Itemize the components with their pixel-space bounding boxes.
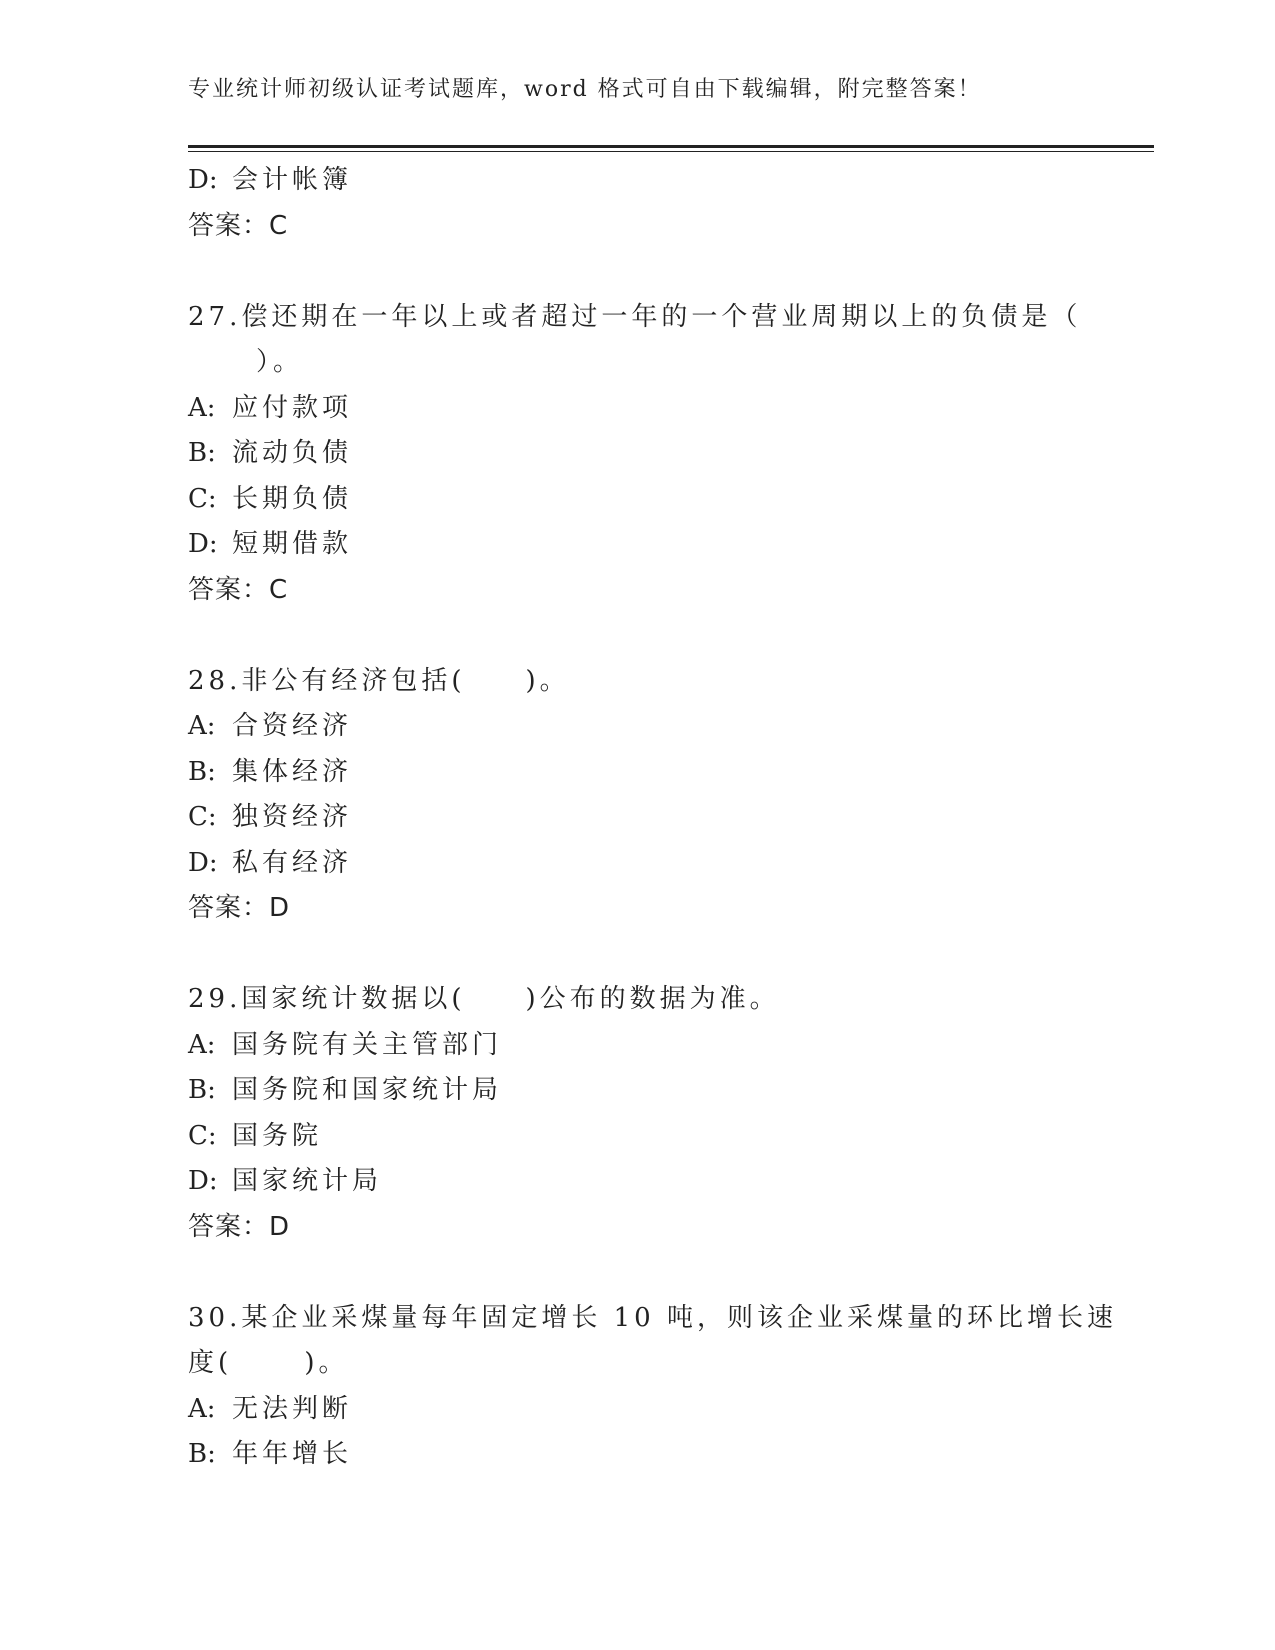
option-row (188, 750, 1088, 796)
option-text: 短期借款 (232, 529, 353, 559)
header-rule-thin (188, 151, 1154, 152)
option-letter: A: (188, 1029, 216, 1060)
option-letter: C: (188, 1120, 217, 1151)
option-row (188, 1159, 1088, 1205)
option-text: 集体经济 (232, 756, 353, 787)
option-row (188, 795, 1088, 841)
question-stem: 29.国家统计数据以( )公布的数据为准。 (188, 984, 780, 1014)
option-row (188, 1023, 1088, 1069)
option-row (188, 386, 1088, 432)
option-text: 国务院有关主管部门 (232, 1029, 503, 1060)
option-text: 会计帐簿 (232, 165, 353, 195)
option-letter: C: (188, 802, 217, 832)
answer-line: 答案：C (188, 210, 289, 241)
option-letter: B: (188, 756, 216, 787)
question-stem: 27.偿还期在一年以上或者超过一年的一个营业周期以上的负债是（ (188, 301, 1082, 332)
question-stem: 28.非公有经济包括( )。 (188, 665, 570, 696)
header-rule-thick (188, 145, 1154, 148)
option-row (188, 522, 1088, 568)
question-stem: 30.某企业采煤量每年固定增长 10 吨，则该企业采煤量的环比增长速 (188, 1302, 1117, 1333)
option-text: 独资经济 (232, 802, 353, 832)
option-text: 年年增长 (232, 1439, 353, 1469)
option-text: 国家统计局 (232, 1166, 383, 1196)
question-stem-continued: 度( )。 (188, 1348, 349, 1378)
option-row (188, 1432, 1088, 1478)
option-row (188, 704, 1088, 750)
option-letter: A: (188, 392, 216, 423)
option-text: 流动负债 (232, 438, 353, 468)
option-text: 国务院和国家统计局 (232, 1075, 503, 1105)
option-row (188, 158, 1088, 204)
question-stem-continued: ）。 (256, 347, 304, 377)
option-letter: D: (188, 847, 218, 878)
option-row (188, 477, 1088, 523)
option-row (188, 431, 1088, 477)
option-letter: D: (188, 165, 218, 195)
option-text: 合资经济 (232, 711, 353, 741)
question-content (188, 158, 1117, 1478)
option-letter: D: (188, 529, 218, 559)
option-row (188, 841, 1088, 887)
option-row (188, 1114, 1088, 1160)
option-text: 私有经济 (232, 847, 353, 878)
page-header: 专业统计师初级认证考试题库，word 格式可自由下载编辑，附完整答案！ (188, 77, 982, 102)
option-letter: A: (188, 711, 216, 741)
option-row (188, 1387, 1088, 1433)
option-text: 无法判断 (232, 1393, 353, 1424)
option-text: 应付款项 (232, 392, 353, 423)
option-row (188, 1068, 1088, 1114)
answer-line: 答案：C (188, 574, 289, 605)
option-letter: A: (188, 1393, 216, 1424)
answer-line: 答案：D (188, 1211, 291, 1242)
option-letter: C: (188, 483, 217, 514)
option-letter: B: (188, 438, 216, 468)
option-text: 国务院 (232, 1120, 323, 1151)
option-letter: D: (188, 1166, 218, 1196)
answer-line: 答案：D (188, 893, 291, 923)
option-letter: B: (188, 1075, 216, 1105)
option-text: 长期负债 (232, 483, 353, 514)
option-letter: B: (188, 1439, 216, 1469)
